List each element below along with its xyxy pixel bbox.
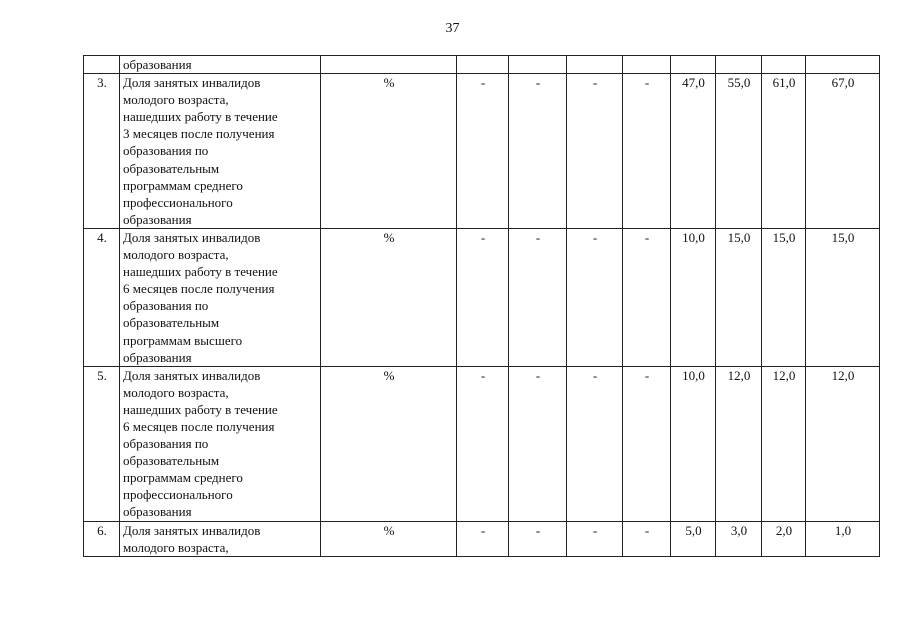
value-cell: 12,0 [716,366,762,521]
value-cell: - [509,228,567,366]
value-cell: - [457,366,509,521]
table-row-continuation [84,56,880,74]
unit-cell: % [321,366,457,521]
row-number-cell: 5. [84,366,120,521]
value-cell: 47,0 [671,74,716,229]
value-cell: 15,0 [806,228,880,366]
indicator-name-cell: образования [120,56,321,74]
indicator-name-cell: Доля занятых инвалидов молодого возраста, нашедших работу в течение 6 месяцев после получения образования по образовательным программам среднего профессионального образования [120,366,321,521]
indicator-name-cell: Доля занятых инвалидов молодого возраста, [120,521,321,556]
value-cell: 3,0 [716,521,762,556]
value-cell: - [567,521,623,556]
value-cell: 12,0 [806,366,880,521]
page-number: 37 [445,21,460,36]
value-cell: - [623,521,671,556]
value-cell: - [567,74,623,229]
unit-cell: % [321,521,457,556]
value-cell: 15,0 [762,228,806,366]
value-cell: - [623,74,671,229]
value-cell: 61,0 [762,74,806,229]
value-cell: 55,0 [716,74,762,229]
row-number-cell [84,56,120,74]
value-cell: 15,0 [716,228,762,366]
value-cell: - [457,521,509,556]
value-cell: - [623,228,671,366]
value-cell: - [457,74,509,229]
table-row [84,228,880,366]
row-number-cell: 4. [84,228,120,366]
value-cell: 12,0 [762,366,806,521]
value-cell: 67,0 [806,74,880,229]
row-number-cell: 6. [84,521,120,556]
value-cell: 10,0 [671,366,716,521]
table-row [84,521,880,556]
indicators-table [83,55,880,557]
value-cell: - [567,228,623,366]
value-cell: - [509,521,567,556]
value-cell: - [567,366,623,521]
value-cell: 10,0 [671,228,716,366]
value-cell: - [457,228,509,366]
unit-cell: % [321,74,457,229]
indicator-name-cell: Доля занятых инвалидов молодого возраста, нашедших работу в течение 6 месяцев после получения образования по образовательным программам высшего образования [120,228,321,366]
value-cell: 2,0 [762,521,806,556]
value-cell: - [509,366,567,521]
row-number-cell: 3. [84,74,120,229]
unit-cell: % [321,228,457,366]
table-row [84,366,880,521]
value-cell: 1,0 [806,521,880,556]
value-cell: - [623,366,671,521]
value-cell: 5,0 [671,521,716,556]
indicator-name-cell: Доля занятых инвалидов молодого возраста, нашедших работу в течение 3 месяцев после получения образования по образовательным программам среднего профессионального образования [120,74,321,229]
value-cell: - [509,74,567,229]
table-row [84,74,880,229]
